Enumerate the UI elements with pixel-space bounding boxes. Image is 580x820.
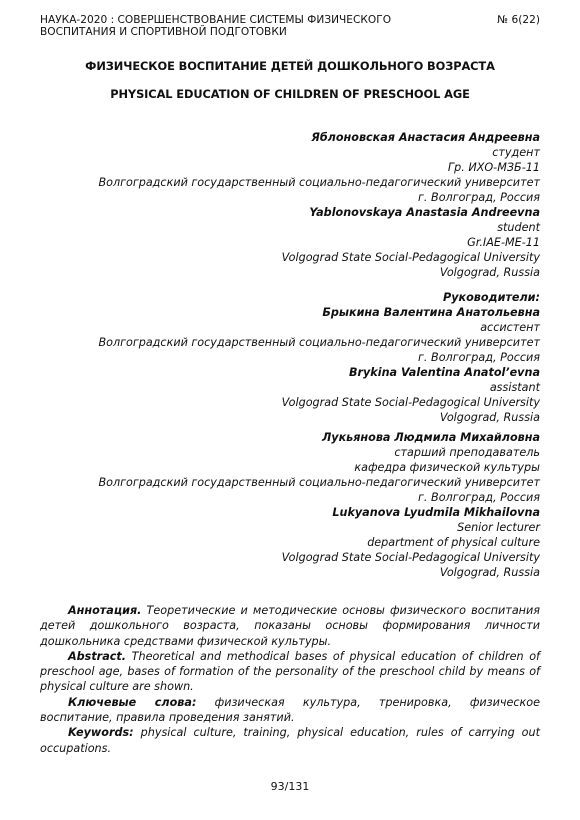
- author-university-ru: Волгоградский государственный социально-педагогический университет: [98, 176, 540, 189]
- journal-title: [40, 14, 410, 38]
- supervisor2-city-ru: г. Волгоград, Россия: [418, 491, 540, 504]
- author-city-ru: г. Волгоград, Россия: [418, 191, 540, 204]
- keywords-ru: [40, 695, 540, 726]
- issue-number: № 6(22): [497, 14, 540, 26]
- supervisor2-name-en: Lukyanova Lyudmila Mikhailovna: [332, 506, 540, 519]
- supervisor1-name-ru: Брыкина Валентина Анатольевна: [322, 306, 540, 319]
- article-title-en: PHYSICAL EDUCATION OF CHILDREN OF PRESCHOOL AGE: [110, 87, 470, 101]
- author-block: [40, 130, 540, 280]
- author-name-en: Yablonovskaya Anastasia Andreevna: [309, 206, 540, 219]
- supervisor1-name-en: Brykina Valentina Anatol’evna: [348, 366, 540, 379]
- supervisor1-university-en: Volgograd State Social-Pedagogical University: [281, 396, 540, 409]
- supervisor2-university-en: Volgograd State Social-Pedagogical University: [281, 551, 540, 564]
- supervisor1-city-en: Volgograd, Russia: [439, 411, 540, 424]
- author-status-en: student: [497, 221, 540, 234]
- supervisor-block-1: [40, 290, 540, 425]
- supervisor1-university-ru: Волгоградский государственный социально-педагогический университет: [98, 336, 540, 349]
- supervisor2-position-ru: старший преподаватель: [394, 446, 540, 459]
- supervisor2-position-en: Senior lecturer: [457, 521, 540, 534]
- keywords-en-label: Keywords:: [68, 726, 134, 740]
- supervisor1-city-ru: г. Волгоград, Россия: [418, 351, 540, 364]
- supervisor1-position-en: assistant: [489, 381, 540, 394]
- journal-title-line1: НАУКА-2020 : СОВЕРШЕНСТВОВАНИЕ СИСТЕМЫ ФИЗИЧЕСКОГО: [40, 14, 392, 26]
- page-number: 93/131: [270, 780, 310, 793]
- supervisors-label: Руководители:: [443, 291, 540, 304]
- keywords-ru-label: Ключевые слова:: [68, 695, 197, 709]
- author-group-en: Gr.IAE-ME-11: [467, 236, 540, 249]
- keywords-en: [40, 725, 540, 756]
- author-status-ru: студент: [492, 146, 540, 159]
- author-university-en: Volgograd State Social-Pedagogical University: [281, 251, 540, 264]
- abstract-ru-text: Теоретические и методические основы физического воспитания детей дошкольного возраста, показаны основы формирования личности дошкольника средствами физической культуры.: [40, 604, 540, 648]
- supervisor-block-2: [40, 430, 540, 580]
- supervisor2-department-en: department of physical culture: [367, 536, 540, 549]
- supervisor2-university-ru: Волгоградский государственный социально-педагогический университет: [98, 476, 540, 489]
- supervisor2-city-en: Volgograd, Russia: [439, 566, 540, 579]
- running-header: [40, 14, 540, 38]
- author-group-ru: Гр. ИХО-МЗБ-11: [447, 161, 540, 174]
- author-city-en: Volgograd, Russia: [439, 266, 540, 279]
- keywords-en-text: physical culture, training, physical education, rules of carrying out occupations.: [40, 726, 541, 755]
- abstract-en: [40, 649, 540, 695]
- supervisor1-position-ru: ассистент: [480, 321, 540, 334]
- keywords-ru-text: физическая культура, тренировка, физическое воспитание, правила проведения занятий.: [40, 695, 541, 725]
- abstract-section: [40, 603, 540, 756]
- abstract-ru: [40, 603, 540, 649]
- author-name-ru: Яблоновская Анастасия Андреевна: [311, 131, 540, 144]
- supervisor2-department-ru: кафедра физической культуры: [354, 461, 540, 474]
- abstract-en-label: Abstract.: [68, 649, 126, 663]
- abstract-ru-label: Аннотация.: [68, 604, 142, 617]
- article-title-ru: ФИЗИЧЕСКОЕ ВОСПИТАНИЕ ДЕТЕЙ ДОШКОЛЬНОГО ВОЗРАСТА: [85, 59, 495, 73]
- journal-title-line2: ВОСПИТАНИЯ И СПОРТИВНОЙ ПОДГОТОВКИ: [40, 26, 287, 38]
- abstract-en-text: Theoretical and methodical bases of physical education of children of preschool age, bases of formation of the personality of the preschool child by means of physical culture are shown.: [40, 649, 540, 694]
- supervisor2-name-ru: Лукьянова Людмила Михайловна: [321, 431, 540, 444]
